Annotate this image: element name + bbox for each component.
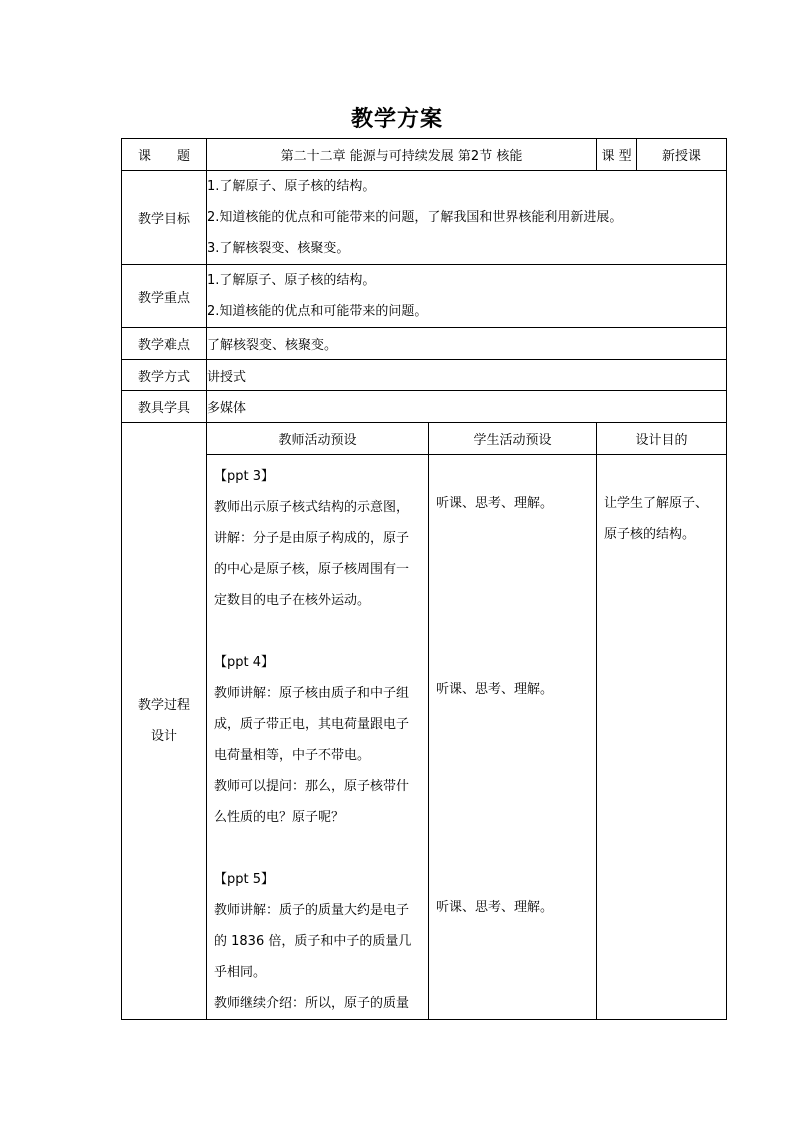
objectives-row [122, 171, 727, 265]
process-label-cell [122, 423, 207, 1020]
process-body-row [122, 455, 727, 1020]
teacher-line: 么性质的电？原子呢？ [214, 810, 345, 825]
purpose-line: 原子核的结构。 [604, 527, 696, 542]
key-points-label: 教学重点 [122, 265, 207, 328]
student-activity-2: 听课、思考、理解。 [436, 682, 554, 697]
student-activity-header: 学生活动预设 [429, 423, 597, 455]
objective-item: 3.了解核裂变、核聚变。 [207, 241, 350, 256]
tools-row [122, 391, 727, 423]
difficulties-label: 教学难点 [122, 328, 207, 360]
spacer [214, 833, 421, 864]
course-type-value: 新授课 [637, 139, 727, 171]
method-value: 讲授式 [207, 360, 727, 391]
process-label-line1: 教学过程 [137, 698, 190, 713]
teacher-activity-cell [207, 455, 429, 1020]
process-label-line2: 设计 [150, 729, 177, 744]
teacher-line: 电荷量相等，中子不带电。 [214, 748, 371, 763]
objective-item: 2.知道核能的优点和可能带来的问题，了解我国和世界核能利用新进展。 [207, 210, 623, 225]
teacher-line: 的中心是原子核，原子核周围有一 [214, 562, 410, 577]
document-title: 教学方案 [350, 106, 443, 132]
design-purpose-cell [597, 455, 727, 1020]
student-activity-3: 听课、思考、理解。 [436, 900, 554, 915]
key-points-list [207, 265, 727, 328]
teacher-line: 的 1836 倍，质子和中子的质量几 [214, 934, 412, 949]
design-purpose-header: 设计目的 [597, 423, 727, 455]
teacher-line: 教师讲解：质子的质量大约是电子 [214, 903, 410, 918]
teacher-line: 讲解：分子是由原子构成的，原子 [214, 531, 410, 546]
method-row [122, 360, 727, 391]
teacher-line: 【ppt 3】 [214, 469, 275, 484]
topic-label-cell [122, 139, 207, 171]
student-activity-1: 听课、思考、理解。 [436, 496, 554, 511]
teacher-line: 教师可以提问：那么，原子核带什 [214, 779, 410, 794]
teacher-line: 乎相同。 [214, 965, 267, 980]
process-header-row [122, 423, 727, 455]
teacher-line: 教师继续介绍：所以，原子的质量 [214, 996, 410, 1011]
topic-value: 第二十二章 能源与可持续发展 第2节 核能 [207, 139, 597, 171]
teacher-line: 成，质子带正电，其电荷量跟电子 [214, 717, 410, 732]
lesson-plan-table [121, 138, 727, 1020]
objective-item: 1.了解原子、原子核的结构。 [207, 179, 376, 194]
teacher-line: 教师讲解：原子核由质子和中子组 [214, 686, 410, 701]
objectives-label: 教学目标 [122, 171, 207, 265]
tools-label: 教具学具 [122, 391, 207, 423]
difficulties-value: 了解核裂变、核聚变。 [207, 328, 727, 360]
tools-value: 多媒体 [207, 391, 727, 423]
student-activity-cell [429, 455, 597, 1020]
key-points-row [122, 265, 727, 328]
difficulties-row [122, 328, 727, 360]
teacher-line: 【ppt 4】 [214, 655, 275, 670]
key-point-item: 2.知道核能的优点和可能带来的问题。 [207, 304, 428, 319]
spacer [214, 616, 421, 647]
topic-label-left: 课 [138, 149, 152, 164]
purpose-line: 让学生了解原子、 [604, 496, 709, 511]
key-point-item: 1.了解原子、原子核的结构。 [207, 273, 376, 288]
topic-row [122, 139, 727, 171]
teacher-line: 教师出示原子核式结构的示意图， [214, 500, 410, 515]
topic-label-right: 题 [176, 149, 190, 164]
course-type-label: 课 型 [597, 139, 637, 171]
teacher-line: 【ppt 5】 [214, 872, 275, 887]
objectives-list [207, 171, 727, 265]
teacher-line: 定数目的电子在核外运动。 [214, 593, 371, 608]
method-label: 教学方式 [122, 360, 207, 391]
teacher-activity-header: 教师活动预设 [207, 423, 429, 455]
